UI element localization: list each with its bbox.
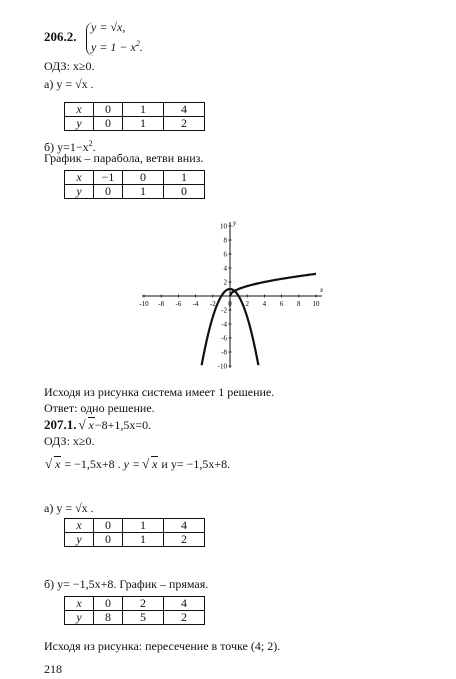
answer-206: Ответ: одно решение. [44, 401, 155, 415]
value-table-207b: x 0 2 4 y 8 5 2 [64, 596, 205, 625]
y-tick-label: -4 [221, 320, 227, 329]
conclusion-206: Исходя из рисунка система имеет 1 решение. [44, 385, 275, 399]
problem-206-number: 206.2. [44, 29, 77, 44]
x-tick-label: 8 [297, 300, 301, 308]
graph-note-206: График – парабола, ветви вниз. [44, 151, 204, 165]
x-tick-label: -6 [175, 300, 182, 308]
y-tick-label: -10 [217, 362, 227, 371]
y-tick-label: 2 [223, 278, 227, 287]
y-tick-label: 6 [223, 250, 227, 259]
sqrt-curve [230, 274, 316, 296]
x-tick-label: -2 [209, 300, 216, 308]
part-a-206: а) y = √x . [44, 77, 94, 91]
conclusion-207: Исходя из рисунка: пересечение в точке (4; 2). [44, 639, 281, 653]
part-a-207: а) y = √x . [44, 501, 94, 515]
problem-207-line: 207.1. √ x−8+1,5x=0. [44, 418, 151, 432]
y-tick-label: 4 [223, 264, 227, 273]
part-b-206: б) $y=1-x^2$. [44, 139, 96, 154]
y-tick-label: -2 [221, 306, 227, 315]
y-axis-label: y [233, 219, 237, 227]
y-tick-label: -8 [221, 348, 227, 357]
system-eq1: y = √x, [91, 20, 126, 34]
y-tick-label: 8 [223, 236, 227, 245]
x-axis-label: x [320, 286, 324, 294]
equation-split-207: √ x = −1,5x+8 . y = √ x и y= −1,5x+8. [46, 458, 230, 471]
x-tick-label: 6 [279, 300, 284, 308]
value-table-206b: x −1 0 1 y 0 1 0 [64, 170, 205, 199]
y-tick-label: 10 [220, 222, 227, 231]
page-number: 218 [44, 662, 62, 676]
x-tick-label: -10 [139, 300, 149, 308]
y-tick-label: -6 [221, 334, 227, 343]
function-graph [130, 210, 330, 372]
x-tick-label: 10 [312, 300, 320, 308]
x-tick-label: 2 [245, 300, 249, 308]
x-tick-label: 0 [228, 300, 232, 308]
x-tick-label: -4 [192, 300, 199, 308]
x-tick-label: 4 [262, 300, 267, 308]
part-b-207: б) y= −1,5x+8. График – прямая. [44, 577, 209, 591]
odz-206: ОДЗ: x≥0. [44, 59, 95, 73]
value-table-207a: x 0 1 4 y 0 1 2 [64, 518, 205, 547]
system-eq2: $y = 1 - x^2$. [91, 39, 143, 54]
sqrt-symbol: √ x [80, 419, 95, 432]
odz-207: ОДЗ: x≥0. [44, 434, 95, 448]
graph-axes [142, 219, 324, 368]
x-tick-label: -8 [158, 300, 165, 308]
value-table-206a: x 0 1 4 y 0 1 2 [64, 102, 205, 131]
